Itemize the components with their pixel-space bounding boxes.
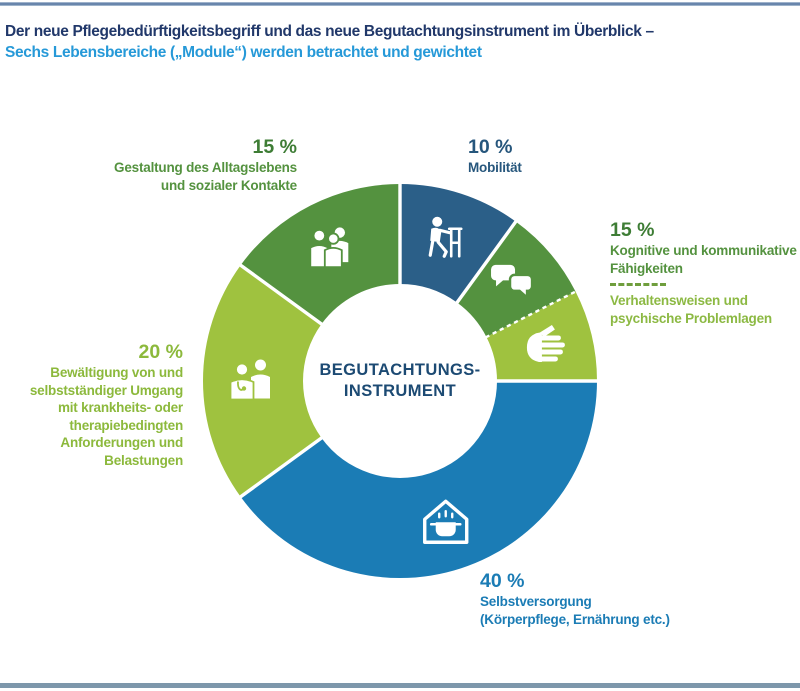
- bottom-rule: [0, 683, 800, 688]
- callout-alltagsleben-line: und sozialer Kontakte: [160, 177, 297, 193]
- center-label-line-1: BEGUTACHTUNGS-: [319, 361, 481, 379]
- callout-bewaeltigung-line: mit krankheits- oder: [57, 400, 183, 415]
- callout-verhalten-line: Verhaltensweisen und: [610, 293, 748, 308]
- callout-selbstversorgung: [480, 570, 670, 628]
- chart-center-label: [300, 360, 500, 402]
- callout-mobilitaet: [468, 136, 522, 177]
- callout-alltagsleben: [114, 136, 297, 194]
- center-label-line-2: INSTRUMENT: [343, 382, 457, 400]
- callout-mobilitaet-line: Mobilität: [468, 160, 522, 175]
- callout-bewaeltigung-line: selbstständiger Umgang: [29, 382, 183, 398]
- callout-alltagsleben-percent: 15 %: [252, 136, 297, 158]
- callout-bewaeltigung-line: Anforderungen und: [60, 435, 183, 450]
- callout-bewaeltigung: [30, 341, 183, 469]
- title-line-1: Der neue Pflegebedürftigkeitsbegriff und das neue Begutachtungsinstrument im Überblick –: [5, 23, 654, 40]
- title-line-2: Sechs Lebensbereiche („Module“) werden betrachtet und gewichtet: [5, 44, 482, 61]
- callout-kognitiv-verhalten: [610, 219, 797, 327]
- callout-selbstversorgung-percent: 40 %: [480, 570, 525, 592]
- callout-selbstversorgung-line: (Körperpflege, Ernährung etc.): [480, 611, 670, 627]
- callout-verhalten-line: psychische Problemlagen: [610, 310, 772, 326]
- callout-kognitiv-line: Kognitive und kommunikative: [610, 243, 797, 258]
- callout-dashed-divider: [610, 283, 666, 286]
- callout-bewaeltigung-line: Belastungen: [104, 452, 183, 468]
- callout-selbstversorgung-line: Selbstversorgung: [480, 594, 592, 609]
- callout-kognitiv-line: Fähigkeiten: [610, 260, 683, 276]
- callout-bewaeltigung-line: therapiebedingten: [69, 417, 183, 433]
- callout-bewaeltigung-percent: 20 %: [138, 341, 183, 363]
- callout-alltagsleben-line: Gestaltung des Alltagslebens: [114, 160, 297, 175]
- callout-bewaeltigung-line: Bewältigung von und: [50, 365, 183, 380]
- callout-kognitiv-percent: 15 %: [610, 219, 655, 241]
- callout-mobilitaet-percent: 10 %: [468, 136, 513, 158]
